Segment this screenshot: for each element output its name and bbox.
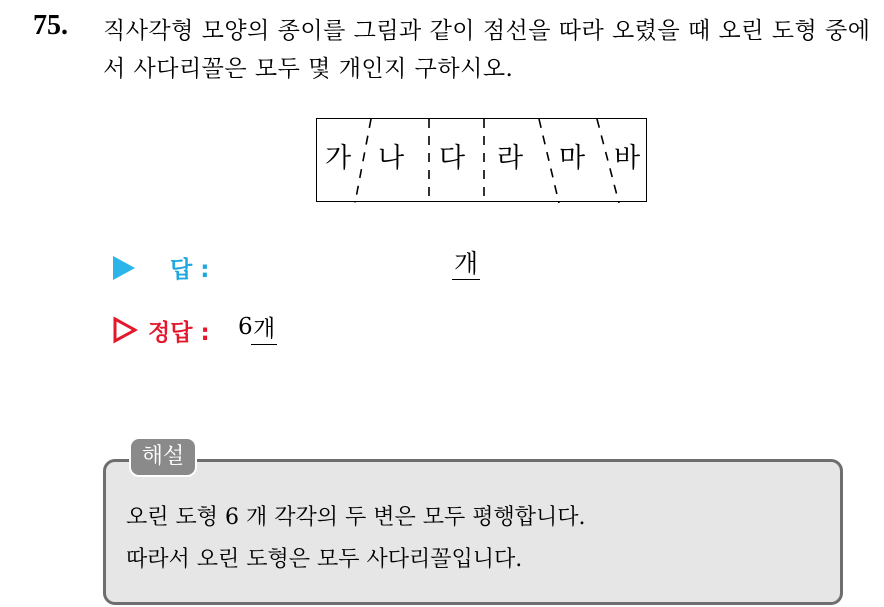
question-number: 75. <box>33 10 68 41</box>
cut-line-1 <box>355 119 371 203</box>
explanation-text <box>126 497 826 581</box>
explanation-line-1: 오린 도형 6 개 각각의 두 변은 모두 평행합니다. <box>126 505 586 530</box>
solution-unit: 개 <box>251 314 277 345</box>
figure-letter-na: 나 <box>378 143 405 174</box>
rectangle-figure <box>316 118 647 202</box>
figure-letter-ra: 라 <box>497 143 524 174</box>
figure-letter-da: 다 <box>439 143 466 174</box>
solution-label: 정답 : <box>148 320 210 346</box>
figure-letter-ma: 마 <box>559 143 586 174</box>
explanation-line-2: 따라서 오린 도형은 모두 사다리꼴입니다. <box>126 547 523 572</box>
solution-arrow-icon <box>112 316 138 344</box>
answer-unit: 개 <box>454 249 479 278</box>
cut-line-4 <box>539 119 559 203</box>
answer-arrow-icon <box>113 256 135 280</box>
explanation-tag: 해설 <box>129 437 197 477</box>
question-text: 직사각형 모양의 종이를 그림과 같이 점선을 따라 오렸을 때 오린 도형 중에서 사다리꼴은 모두 몇 개인지 구하시오. <box>103 18 871 82</box>
solution-value: 6 <box>238 314 253 340</box>
answer-label: 답 : <box>170 257 210 283</box>
figure-letter-ga: 가 <box>325 143 352 174</box>
cut-lines <box>317 119 648 203</box>
figure-letter-ba: 바 <box>614 143 641 174</box>
